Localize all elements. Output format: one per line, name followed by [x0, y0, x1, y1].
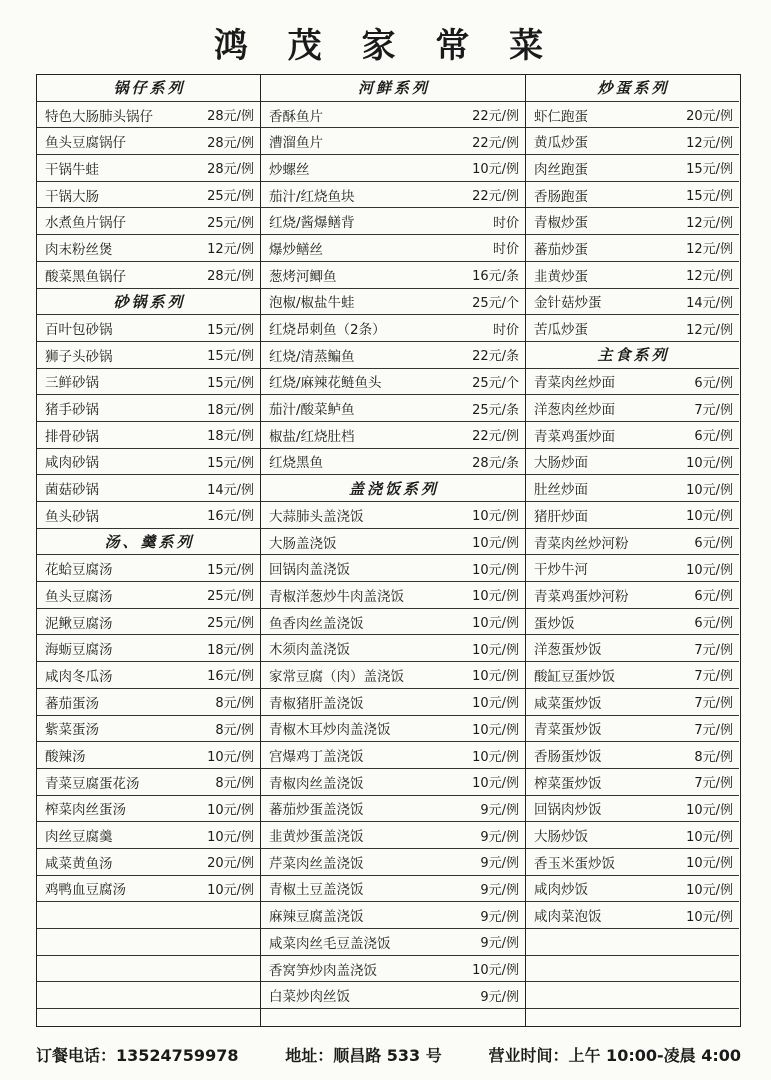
menu-item — [261, 102, 525, 129]
dish-price: 9元/例 — [480, 989, 519, 1005]
dish-price: 12元/例 — [686, 269, 733, 285]
dish-price: 10元/例 — [472, 749, 519, 765]
dish-name: 红烧/酱爆鳝背 — [269, 215, 355, 232]
menu-column-1 — [37, 75, 261, 1026]
dish-name: 酸缸豆蛋炒饭 — [534, 668, 615, 685]
section-header: 河鲜系列 — [261, 75, 525, 102]
dish-name: 干炒牛河 — [534, 562, 588, 579]
dish-name: 宫爆鸡丁盖浇饭 — [269, 749, 364, 766]
menu-item — [37, 555, 260, 582]
address: 地址：顺昌路 533 号 — [285, 1046, 442, 1065]
dish-name: 肉末粉丝煲 — [45, 241, 113, 258]
dish-price: 16元/例 — [207, 669, 254, 685]
menu-item — [526, 582, 739, 609]
menu-item — [37, 822, 260, 849]
dish-name: 香窝笋炒肉盖浇饭 — [269, 962, 377, 979]
dish-price: 9元/例 — [480, 829, 519, 845]
menu-item — [261, 315, 525, 342]
menu-column-3 — [526, 75, 739, 1026]
dish-price: 10元/例 — [686, 482, 733, 498]
dish-price: 9元/例 — [480, 909, 519, 925]
dish-price: 10元/例 — [472, 722, 519, 738]
menu-item — [261, 395, 525, 422]
menu-item — [37, 662, 260, 689]
dish-price: 10元/例 — [686, 455, 733, 471]
empty-row — [37, 956, 260, 983]
menu-item — [526, 289, 739, 316]
section-header: 炒蛋系列 — [526, 75, 739, 102]
menu-item — [261, 635, 525, 662]
menu-item — [37, 155, 260, 182]
dish-name: 干锅大肠 — [45, 188, 99, 205]
dish-price: 25元/例 — [207, 189, 254, 205]
menu-item — [37, 235, 260, 262]
menu-item — [37, 876, 260, 903]
dish-name: 百叶包砂锅 — [45, 322, 113, 339]
dish-price: 时价 — [492, 215, 519, 231]
dish-price: 10元/例 — [472, 669, 519, 685]
dish-name: 青菜蛋炒饭 — [534, 722, 602, 739]
dish-price: 28元/例 — [207, 269, 254, 285]
dish-name: 青椒洋葱炒牛肉盖浇饭 — [269, 588, 404, 605]
dish-name: 蕃茄蛋汤 — [45, 695, 99, 712]
menu-item — [37, 449, 260, 476]
menu-item — [526, 235, 739, 262]
dish-name: 泥鳅豆腐汤 — [45, 615, 113, 632]
dish-price: 10元/例 — [686, 909, 733, 925]
dish-name: 韭黄炒蛋盖浇饭 — [269, 829, 364, 846]
dish-name: 香肠蛋炒饭 — [534, 749, 602, 766]
dish-name: 肉丝豆腐羹 — [45, 829, 113, 846]
dish-price: 25元/例 — [207, 589, 254, 605]
dish-price: 8元/例 — [215, 696, 254, 712]
dish-price: 12元/例 — [686, 242, 733, 258]
dish-price: 22元/例 — [472, 135, 519, 151]
menu-item — [37, 262, 260, 289]
dish-price: 10元/例 — [207, 749, 254, 765]
dish-price: 25元/个 — [472, 375, 519, 391]
menu-item — [526, 555, 739, 582]
dish-name: 鱼香肉丝盖浇饭 — [269, 615, 364, 632]
empty-row — [37, 982, 260, 1009]
menu-item — [526, 422, 739, 449]
menu-item — [37, 502, 260, 529]
menu-item — [261, 849, 525, 876]
dish-name: 菌菇砂锅 — [45, 482, 99, 499]
menu-item — [37, 769, 260, 796]
dish-price: 9元/例 — [480, 882, 519, 898]
dish-name: 回锅肉盖浇饭 — [269, 562, 350, 579]
section-header: 锅仔系列 — [37, 75, 260, 102]
menu-item — [261, 662, 525, 689]
dish-price: 18元/例 — [207, 402, 254, 418]
dish-name: 白菜炒肉丝饭 — [269, 989, 350, 1006]
dish-name: 鸡鸭血豆腐汤 — [45, 882, 126, 899]
dish-price: 12元/例 — [686, 135, 733, 151]
menu-item — [261, 769, 525, 796]
dish-name: 木须肉盖浇饭 — [269, 642, 350, 659]
menu-item — [261, 289, 525, 316]
menu-item — [261, 235, 525, 262]
dish-price: 10元/例 — [472, 162, 519, 178]
dish-name: 椒盐/红烧肚档 — [269, 428, 355, 445]
dish-price: 28元/例 — [207, 109, 254, 125]
menu-column-2 — [261, 75, 526, 1026]
dish-price: 7元/例 — [694, 402, 733, 418]
empty-row — [526, 982, 739, 1009]
menu-item — [37, 208, 260, 235]
dish-price: 20元/例 — [207, 856, 254, 872]
dish-price: 6元/例 — [694, 429, 733, 445]
dish-name: 鱼头豆腐锅仔 — [45, 135, 126, 152]
menu-item — [261, 449, 525, 476]
section-header: 主食系列 — [526, 342, 739, 369]
dish-name: 青菜肉丝炒面 — [534, 375, 615, 392]
dish-name: 咸菜黄鱼汤 — [45, 855, 113, 872]
dish-name: 咸肉菜泡饭 — [534, 909, 602, 926]
dish-name: 咸肉炒饭 — [534, 882, 588, 899]
dish-price: 22元/条 — [472, 349, 519, 365]
menu-item — [37, 475, 260, 502]
dish-price: 12元/例 — [686, 322, 733, 338]
dish-name: 漕溜鱼片 — [269, 135, 323, 152]
dish-price: 15元/例 — [207, 322, 254, 338]
dish-price: 10元/例 — [472, 589, 519, 605]
dish-name: 鱼头砂锅 — [45, 508, 99, 525]
dish-name: 狮子头砂锅 — [45, 348, 113, 365]
menu-item — [261, 982, 525, 1009]
dish-name: 青椒肉丝盖浇饭 — [269, 775, 364, 792]
dish-price: 10元/例 — [207, 882, 254, 898]
dish-price: 10元/例 — [686, 882, 733, 898]
dish-name: 水煮鱼片锅仔 — [45, 215, 126, 232]
menu-item — [526, 449, 739, 476]
dish-price: 15元/例 — [686, 162, 733, 178]
dish-name: 蕃茄炒蛋 — [534, 241, 588, 258]
menu-item — [526, 716, 739, 743]
menu-item — [261, 262, 525, 289]
dish-name: 猪肝炒面 — [534, 508, 588, 525]
dish-price: 10元/例 — [686, 802, 733, 818]
dish-price: 15元/例 — [686, 189, 733, 205]
dish-price: 18元/例 — [207, 429, 254, 445]
dish-price: 8元/例 — [694, 749, 733, 765]
dish-price: 25元/例 — [207, 616, 254, 632]
dish-price: 8元/例 — [215, 776, 254, 792]
menu-item — [261, 555, 525, 582]
dish-name: 青菜豆腐蛋花汤 — [45, 775, 140, 792]
menu-item — [261, 876, 525, 903]
dish-name: 香玉米蛋炒饭 — [534, 855, 615, 872]
dish-price: 6元/例 — [694, 589, 733, 605]
menu-item — [261, 902, 525, 929]
menu-item — [261, 182, 525, 209]
dish-price: 7元/例 — [694, 776, 733, 792]
menu-item — [526, 796, 739, 823]
menu-item — [261, 529, 525, 556]
menu-item — [526, 315, 739, 342]
menu-item — [526, 876, 739, 903]
dish-price: 15元/例 — [207, 375, 254, 391]
dish-name: 茄汁/红烧鱼块 — [269, 188, 355, 205]
menu-item — [37, 422, 260, 449]
dish-price: 10元/例 — [472, 536, 519, 552]
menu-item — [261, 155, 525, 182]
dish-price: 16元/例 — [207, 509, 254, 525]
dish-name: 特色大肠肺头锅仔 — [45, 108, 153, 125]
menu-item — [526, 529, 739, 556]
menu-item — [261, 716, 525, 743]
dish-name: 回锅肉炒饭 — [534, 802, 602, 819]
menu-item — [526, 742, 739, 769]
dish-price: 7元/例 — [694, 642, 733, 658]
business-hours: 营业时间：上午 10:00-凌晨 4:00 — [488, 1046, 741, 1065]
dish-price: 25元/例 — [207, 215, 254, 231]
dish-name: 黄瓜炒蛋 — [534, 135, 588, 152]
order-phone: 订餐电话：13524759978 — [36, 1046, 239, 1065]
dish-name: 咸菜肉丝毛豆盖浇饭 — [269, 935, 391, 952]
dish-price: 9元/例 — [480, 856, 519, 872]
dish-price: 22元/例 — [472, 109, 519, 125]
dish-name: 青菜鸡蛋炒河粉 — [534, 588, 629, 605]
dish-name: 咸肉砂锅 — [45, 455, 99, 472]
dish-name: 青菜肉丝炒河粉 — [534, 535, 629, 552]
menu-item — [37, 609, 260, 636]
dish-price: 10元/例 — [472, 696, 519, 712]
dish-name: 爆炒鳝丝 — [269, 241, 323, 258]
dish-price: 10元/例 — [207, 802, 254, 818]
menu-item — [261, 208, 525, 235]
dish-name: 金针菇炒蛋 — [534, 295, 602, 312]
dish-name: 酸菜黑鱼锅仔 — [45, 268, 126, 285]
menu-item — [37, 582, 260, 609]
empty-row — [526, 956, 739, 983]
menu-item — [37, 369, 260, 396]
menu-item — [261, 956, 525, 983]
dish-price: 10元/例 — [207, 829, 254, 845]
menu-item — [526, 369, 739, 396]
dish-price: 18元/例 — [207, 642, 254, 658]
empty-row — [37, 902, 260, 929]
menu-item — [526, 849, 739, 876]
menu-item — [37, 689, 260, 716]
dish-price: 15元/例 — [207, 455, 254, 471]
dish-name: 青椒猪肝盖浇饭 — [269, 695, 364, 712]
menu-item — [261, 929, 525, 956]
dish-name: 肉丝跑蛋 — [534, 161, 588, 178]
menu-item — [37, 716, 260, 743]
dish-name: 韭黄炒蛋 — [534, 268, 588, 285]
dish-price: 25元/个 — [472, 295, 519, 311]
dish-name: 酸辣汤 — [45, 749, 86, 766]
dish-name: 榨菜蛋炒饭 — [534, 775, 602, 792]
dish-price: 6元/例 — [694, 536, 733, 552]
dish-name: 茄汁/酸菜鲈鱼 — [269, 402, 355, 419]
dish-price: 10元/例 — [472, 562, 519, 578]
menu-item — [526, 395, 739, 422]
dish-price: 14元/例 — [686, 295, 733, 311]
menu-item — [526, 822, 739, 849]
dish-price: 时价 — [492, 242, 519, 258]
restaurant-title: 鸿 茂 家 常 菜 — [213, 26, 558, 66]
dish-name: 榨菜肉丝蛋汤 — [45, 802, 126, 819]
menu-item — [526, 635, 739, 662]
dish-price: 15元/例 — [207, 562, 254, 578]
dish-price: 10元/例 — [686, 856, 733, 872]
dish-price: 10元/例 — [472, 642, 519, 658]
menu-item — [37, 742, 260, 769]
dish-name: 青菜鸡蛋炒面 — [534, 428, 615, 445]
section-header: 盖浇饭系列 — [261, 475, 525, 502]
dish-name: 青椒土豆盖浇饭 — [269, 882, 364, 899]
dish-price: 12元/例 — [207, 242, 254, 258]
dish-price: 9元/例 — [480, 802, 519, 818]
menu-item — [526, 689, 739, 716]
menu-item — [261, 422, 525, 449]
dish-name: 泡椒/椒盐牛蛙 — [269, 295, 355, 312]
menu-item — [261, 342, 525, 369]
dish-price: 16元/条 — [472, 269, 519, 285]
dish-price: 12元/例 — [686, 215, 733, 231]
dish-name: 青椒炒蛋 — [534, 215, 588, 232]
dish-name: 蕃茄炒蛋盖浇饭 — [269, 802, 364, 819]
dish-price: 28元/例 — [207, 162, 254, 178]
dish-price: 10元/例 — [472, 616, 519, 632]
dish-name: 海蛎豆腐汤 — [45, 642, 113, 659]
dish-name: 花蛤豆腐汤 — [45, 562, 113, 579]
dish-price: 22元/例 — [472, 189, 519, 205]
dish-price: 10元/例 — [472, 963, 519, 979]
dish-name: 大蒜肺头盖浇饭 — [269, 508, 364, 525]
dish-price: 10元/例 — [686, 829, 733, 845]
dish-name: 苦瓜炒蛋 — [534, 322, 588, 339]
menu-item — [261, 128, 525, 155]
menu-item — [37, 342, 260, 369]
dish-name: 家常豆腐（肉）盖浇饭 — [269, 668, 404, 685]
menu-item — [37, 849, 260, 876]
dish-price: 10元/例 — [472, 509, 519, 525]
menu-item — [261, 822, 525, 849]
dish-name: 红烧/麻辣花鲢鱼头 — [269, 375, 382, 392]
dish-name: 蛋炒饭 — [534, 615, 575, 632]
section-header: 汤、羹系列 — [37, 529, 260, 556]
dish-price: 25元/条 — [472, 402, 519, 418]
dish-name: 大肠炒面 — [534, 455, 588, 472]
menu-item — [526, 475, 739, 502]
menu-item — [526, 208, 739, 235]
menu-item — [261, 609, 525, 636]
dish-price: 7元/例 — [694, 696, 733, 712]
menu-item — [526, 155, 739, 182]
dish-price: 28元/例 — [207, 135, 254, 151]
dish-price: 20元/例 — [686, 109, 733, 125]
dish-price: 15元/例 — [207, 349, 254, 365]
dish-name: 干锅牛蛙 — [45, 161, 99, 178]
dish-name: 大肠盖浇饭 — [269, 535, 337, 552]
dish-price: 22元/例 — [472, 429, 519, 445]
dish-name: 猪手砂锅 — [45, 402, 99, 419]
dish-name: 红烧/清蒸鳊鱼 — [269, 348, 355, 365]
dish-price: 9元/例 — [480, 936, 519, 952]
section-header: 砂锅系列 — [37, 289, 260, 316]
dish-price: 10元/例 — [686, 509, 733, 525]
dish-name: 香酥鱼片 — [269, 108, 323, 125]
menu-item — [37, 182, 260, 209]
menu-item — [261, 502, 525, 529]
dish-name: 洋葱蛋炒饭 — [534, 642, 602, 659]
menu-item — [526, 662, 739, 689]
dish-name: 洋葱肉丝炒面 — [534, 402, 615, 419]
dish-name: 芹菜肉丝盖浇饭 — [269, 855, 364, 872]
dish-name: 肚丝炒面 — [534, 482, 588, 499]
dish-name: 炒螺丝 — [269, 161, 310, 178]
menu-item — [526, 769, 739, 796]
dish-price: 7元/例 — [694, 669, 733, 685]
empty-row — [526, 929, 739, 956]
menu-item — [261, 796, 525, 823]
dish-price: 10元/例 — [686, 562, 733, 578]
dish-name: 麻辣豆腐盖浇饭 — [269, 909, 364, 926]
menu-table — [36, 74, 741, 1027]
menu-item — [526, 262, 739, 289]
dish-price: 时价 — [492, 322, 519, 338]
dish-price: 8元/例 — [215, 722, 254, 738]
menu-item — [526, 502, 739, 529]
menu-item — [37, 315, 260, 342]
dish-name: 红烧黑鱼 — [269, 455, 323, 472]
menu-item — [526, 102, 739, 129]
dish-name: 红烧昂刺鱼（2条） — [269, 322, 386, 339]
menu-item — [526, 182, 739, 209]
dish-name: 虾仁跑蛋 — [534, 108, 588, 125]
dish-price: 14元/例 — [207, 482, 254, 498]
menu-item — [37, 395, 260, 422]
menu-item — [37, 635, 260, 662]
dish-price: 10元/例 — [472, 776, 519, 792]
menu-item — [526, 609, 739, 636]
menu-item — [526, 902, 739, 929]
menu-item — [37, 796, 260, 823]
menu-item — [526, 128, 739, 155]
menu-item — [261, 369, 525, 396]
menu-item — [37, 128, 260, 155]
menu-item — [261, 582, 525, 609]
dish-name: 咸菜蛋炒饭 — [534, 695, 602, 712]
dish-name: 香肠跑蛋 — [534, 188, 588, 205]
dish-name: 排骨砂锅 — [45, 428, 99, 445]
dish-name: 鱼头豆腐汤 — [45, 588, 113, 605]
dish-name: 三鲜砂锅 — [45, 375, 99, 392]
dish-price: 7元/例 — [694, 722, 733, 738]
dish-name: 大肠炒饭 — [534, 829, 588, 846]
footer — [36, 1043, 741, 1066]
dish-name: 葱烤河鲫鱼 — [269, 268, 337, 285]
dish-name: 咸肉冬瓜汤 — [45, 668, 113, 685]
dish-price: 6元/例 — [694, 375, 733, 391]
empty-row — [37, 929, 260, 956]
menu-item — [261, 742, 525, 769]
dish-price: 6元/例 — [694, 616, 733, 632]
dish-name: 青椒木耳炒肉盖浇饭 — [269, 722, 391, 739]
menu-item — [261, 689, 525, 716]
dish-price: 28元/条 — [472, 455, 519, 471]
dish-name: 紫菜蛋汤 — [45, 722, 99, 739]
menu-item — [37, 102, 260, 129]
